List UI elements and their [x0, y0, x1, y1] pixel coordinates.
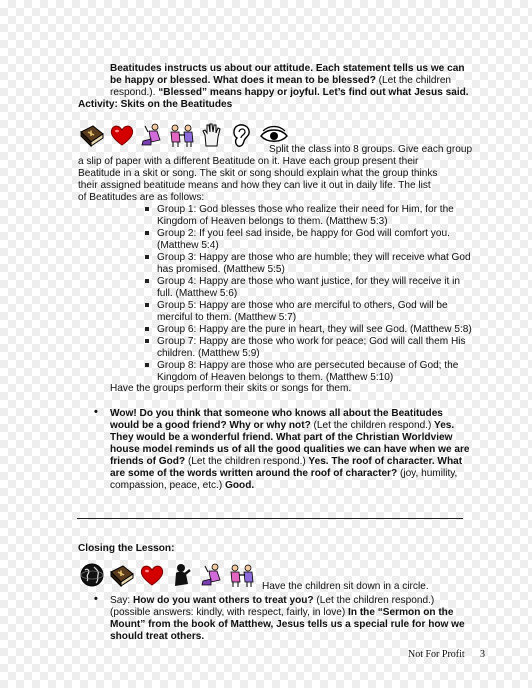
- page-number: 3: [480, 649, 485, 660]
- bullet-dot-icon: •: [94, 406, 98, 418]
- kneeling-prayer-icon: [139, 122, 165, 148]
- square-bullet-icon: [145, 231, 149, 235]
- section-divider: [77, 518, 463, 519]
- wow-line-2: would be a good friend? Why or why not? (Let the children respond.) Yes.: [110, 420, 455, 431]
- wow-line-7: compassion, peace, etc.) Good.: [110, 480, 255, 491]
- heart-icon: [139, 562, 165, 588]
- list-item: children. (Matthew 5:9): [157, 348, 260, 359]
- bullet-dot-icon: •: [94, 593, 98, 605]
- list-item: Kingdom of Heaven belongs to them. (Matthew 5:3): [157, 216, 388, 227]
- list-item: Group 2: If you feel sad inside, be happy for God will comfort you.: [157, 228, 450, 239]
- list-item: Group 1: God blesses those who realize their need for Him, for the: [157, 204, 454, 215]
- square-bullet-icon: [145, 327, 149, 331]
- helping-hands-icon: [229, 562, 255, 588]
- activity-heading: Activity: Skits on the Beatitudes: [78, 99, 233, 110]
- square-bullet-icon: [145, 303, 149, 307]
- list-item: Group 3: Happy are those who are humble; they will receive what God: [157, 252, 471, 263]
- list-item: Group 8: Happy are those who are persecuted because of God; the: [157, 360, 459, 371]
- bible-icon: [79, 122, 105, 148]
- list-item: Group 6: Happy are the pure in heart, they will see God. (Matthew 5:8): [157, 324, 472, 335]
- say-line-2: (possible answers: kindly, with respect, fairly, in love) In the “Sermon on the: [110, 607, 454, 618]
- activity-icon-row: [79, 122, 289, 148]
- square-bullet-icon: [145, 339, 149, 343]
- list-item: Group 5: Happy are those who are merciful to others, God will be: [157, 300, 448, 311]
- list-item: Kingdom of Heaven belongs to them. (Matthew 5:10): [157, 372, 394, 383]
- wow-line-1: Wow! Do you think that someone who knows all about the Beatitudes: [110, 408, 443, 419]
- activity-text-line-5: of Beatitudes are as follows:: [78, 192, 205, 203]
- activity-text-line-4: their assigned beatitude means and how they can live it out in daily life. The list: [78, 180, 431, 191]
- activity-text-line-1: Split the class into 8 groups. Give each group: [269, 144, 473, 155]
- say-line-1: Say: How do you want others to treat you? (Let the children respond.): [110, 595, 435, 606]
- square-bullet-icon: [145, 279, 149, 283]
- activity-text-line-2: a slip of paper with a different Beatitude on it. Have each group present their: [78, 156, 419, 167]
- globe-icon: [79, 562, 105, 588]
- open-hand-icon: [199, 122, 225, 148]
- wow-line-5: friends of God? (Let the children respond.) Yes. The roof of character. What: [110, 456, 463, 467]
- bible-icon: [109, 562, 135, 588]
- wow-line-6: are some of the words written around the roof of character? (joy, humility,: [110, 468, 458, 479]
- intro-line-3: respond.). “Blessed” means happy or joyful. Let’s find out what Jesus said.: [110, 87, 469, 98]
- heart-icon: [109, 122, 135, 148]
- square-bullet-icon: [145, 255, 149, 259]
- helping-hands-icon: [169, 122, 195, 148]
- square-bullet-icon: [145, 363, 149, 367]
- closing-icon-row: [79, 562, 255, 588]
- intro-line-1: Beatitudes instructs us about our attitude. Each statement tells us we can: [110, 63, 465, 74]
- intro-line-2: be happy or blessed. What does it mean to be blessed? (Let the children: [110, 75, 452, 86]
- list-item: Group 7: Happy are those who work for peace; God will call them His: [157, 336, 466, 347]
- groups-closing: Have the groups perform their skits or songs for them.: [110, 383, 352, 394]
- list-item: has promised. (Matthew 5:5): [157, 264, 285, 275]
- square-bullet-icon: [145, 207, 149, 211]
- list-item: full. (Matthew 5:6): [157, 288, 238, 299]
- ear-icon: [229, 122, 255, 148]
- wow-line-3: They would be a wonderful friend. What part of the Christian Worldview: [110, 432, 453, 443]
- praying-child-icon: [169, 562, 195, 588]
- activity-text-line-3: Beatitude in a skit or song. The skit or song should explain what the group thinks: [78, 168, 438, 179]
- list-item: Group 4: Happy are those who want justice, for they will receive it in: [157, 276, 460, 287]
- list-item: merciful to them. (Matthew 5:7): [157, 312, 297, 323]
- kneeling-prayer-icon: [199, 562, 225, 588]
- wow-line-4: house model reminds us of all the good qualities we can have when we are: [110, 444, 470, 455]
- closing-heading: Closing the Lesson:: [78, 543, 175, 554]
- closing-text: Have the children sit down in a circle.: [262, 581, 429, 592]
- say-line-3: Mount” from the book of Matthew, Jesus tells us a special rule for how we: [110, 619, 465, 630]
- footer-text: Not For Profit: [408, 649, 465, 660]
- say-line-4: should treat others.: [110, 631, 205, 642]
- list-item: (Matthew 5:4): [157, 240, 219, 251]
